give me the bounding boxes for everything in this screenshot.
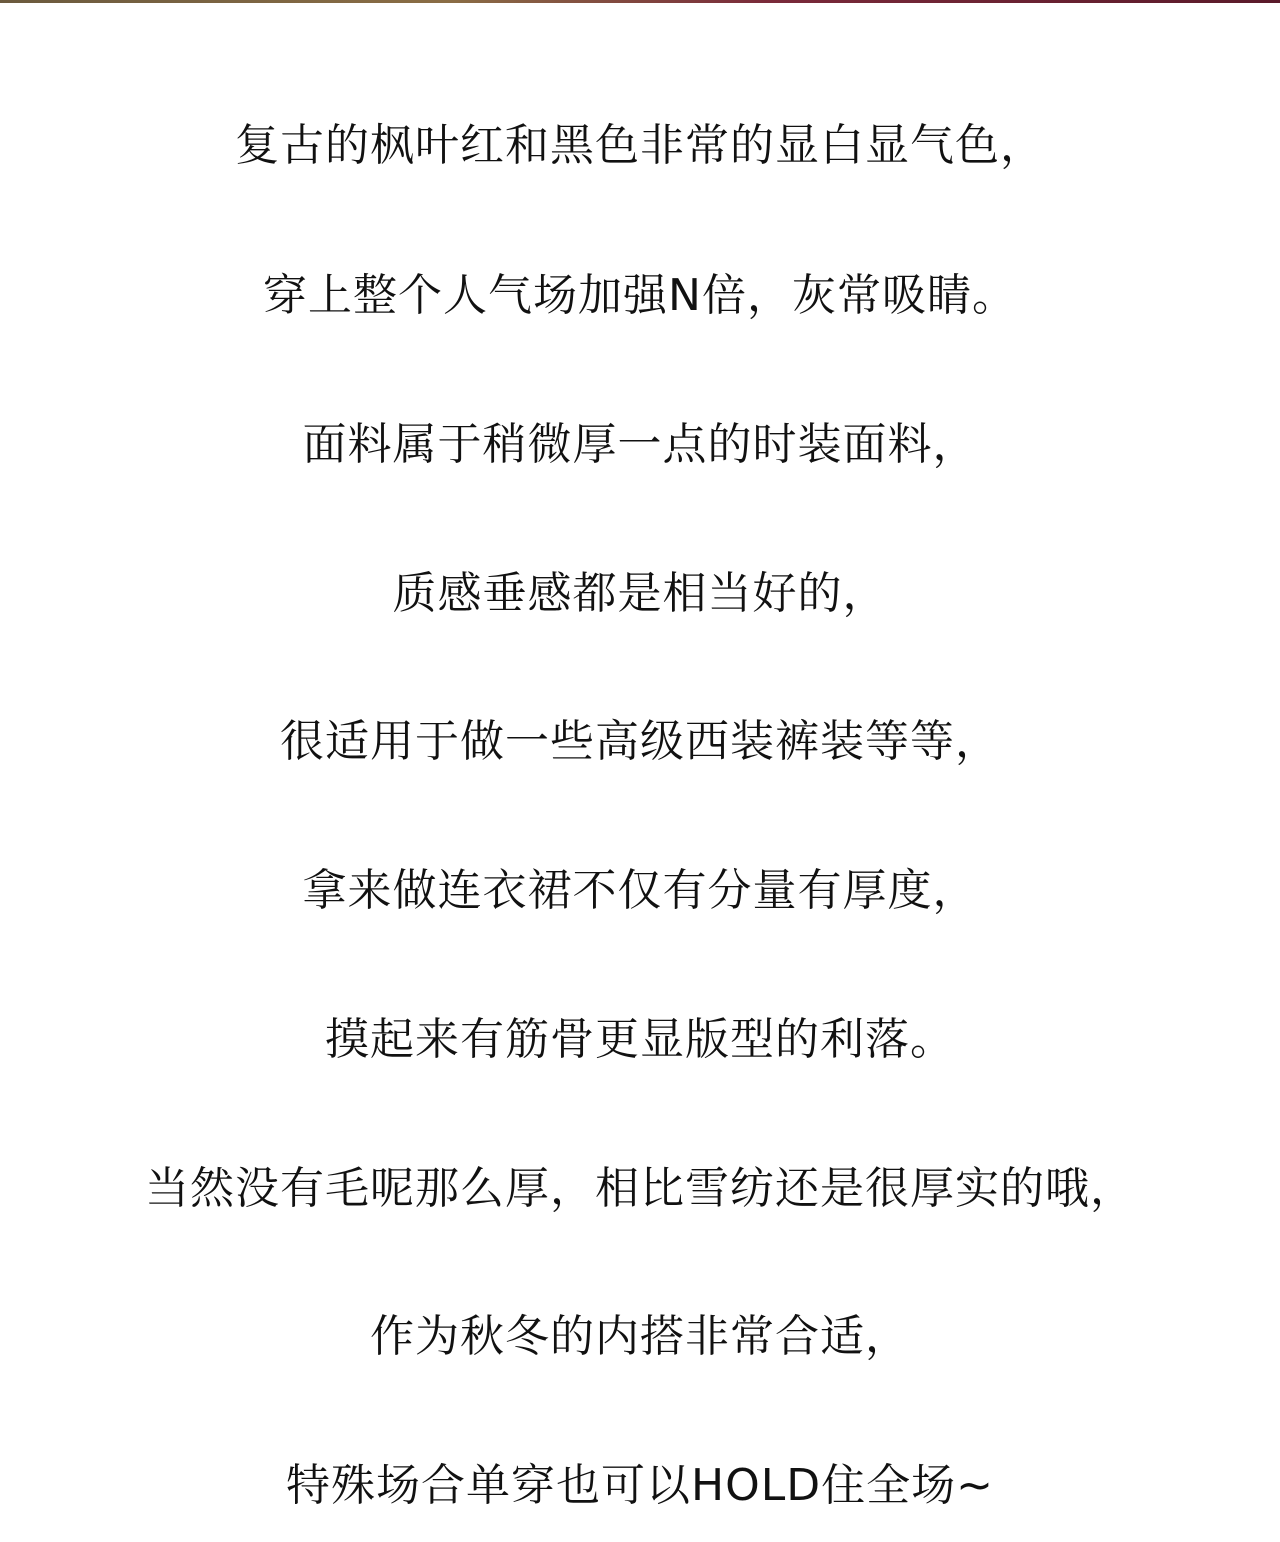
description-line-10: 特殊场合单穿也可以HOLD住全场~: [286, 1460, 994, 1511]
description-line-9: 作为秋冬的内搭非常合适，: [370, 1311, 910, 1362]
description-line-6: 拿来做连衣裙不仅有分量有厚度，: [302, 865, 978, 916]
description-line-1: 复古的枫叶红和黑色非常的显白显气色，: [235, 120, 1045, 171]
description-line-3: 面料属于稍微厚一点的时装面料，: [302, 419, 978, 470]
description-line-5: 很适用于做一些高级西装裤装等等，: [280, 716, 1000, 767]
description-line-8: 当然没有毛呢那么厚，相比雪纺还是很厚实的哦，: [145, 1163, 1135, 1214]
description-line-7: 摸起来有筋骨更显版型的利落。: [325, 1014, 955, 1065]
description-line-4: 质感垂感都是相当好的，: [392, 568, 888, 619]
description-line-2: 穿上整个人气场加强N倍，灰常吸睛。: [263, 270, 1017, 321]
